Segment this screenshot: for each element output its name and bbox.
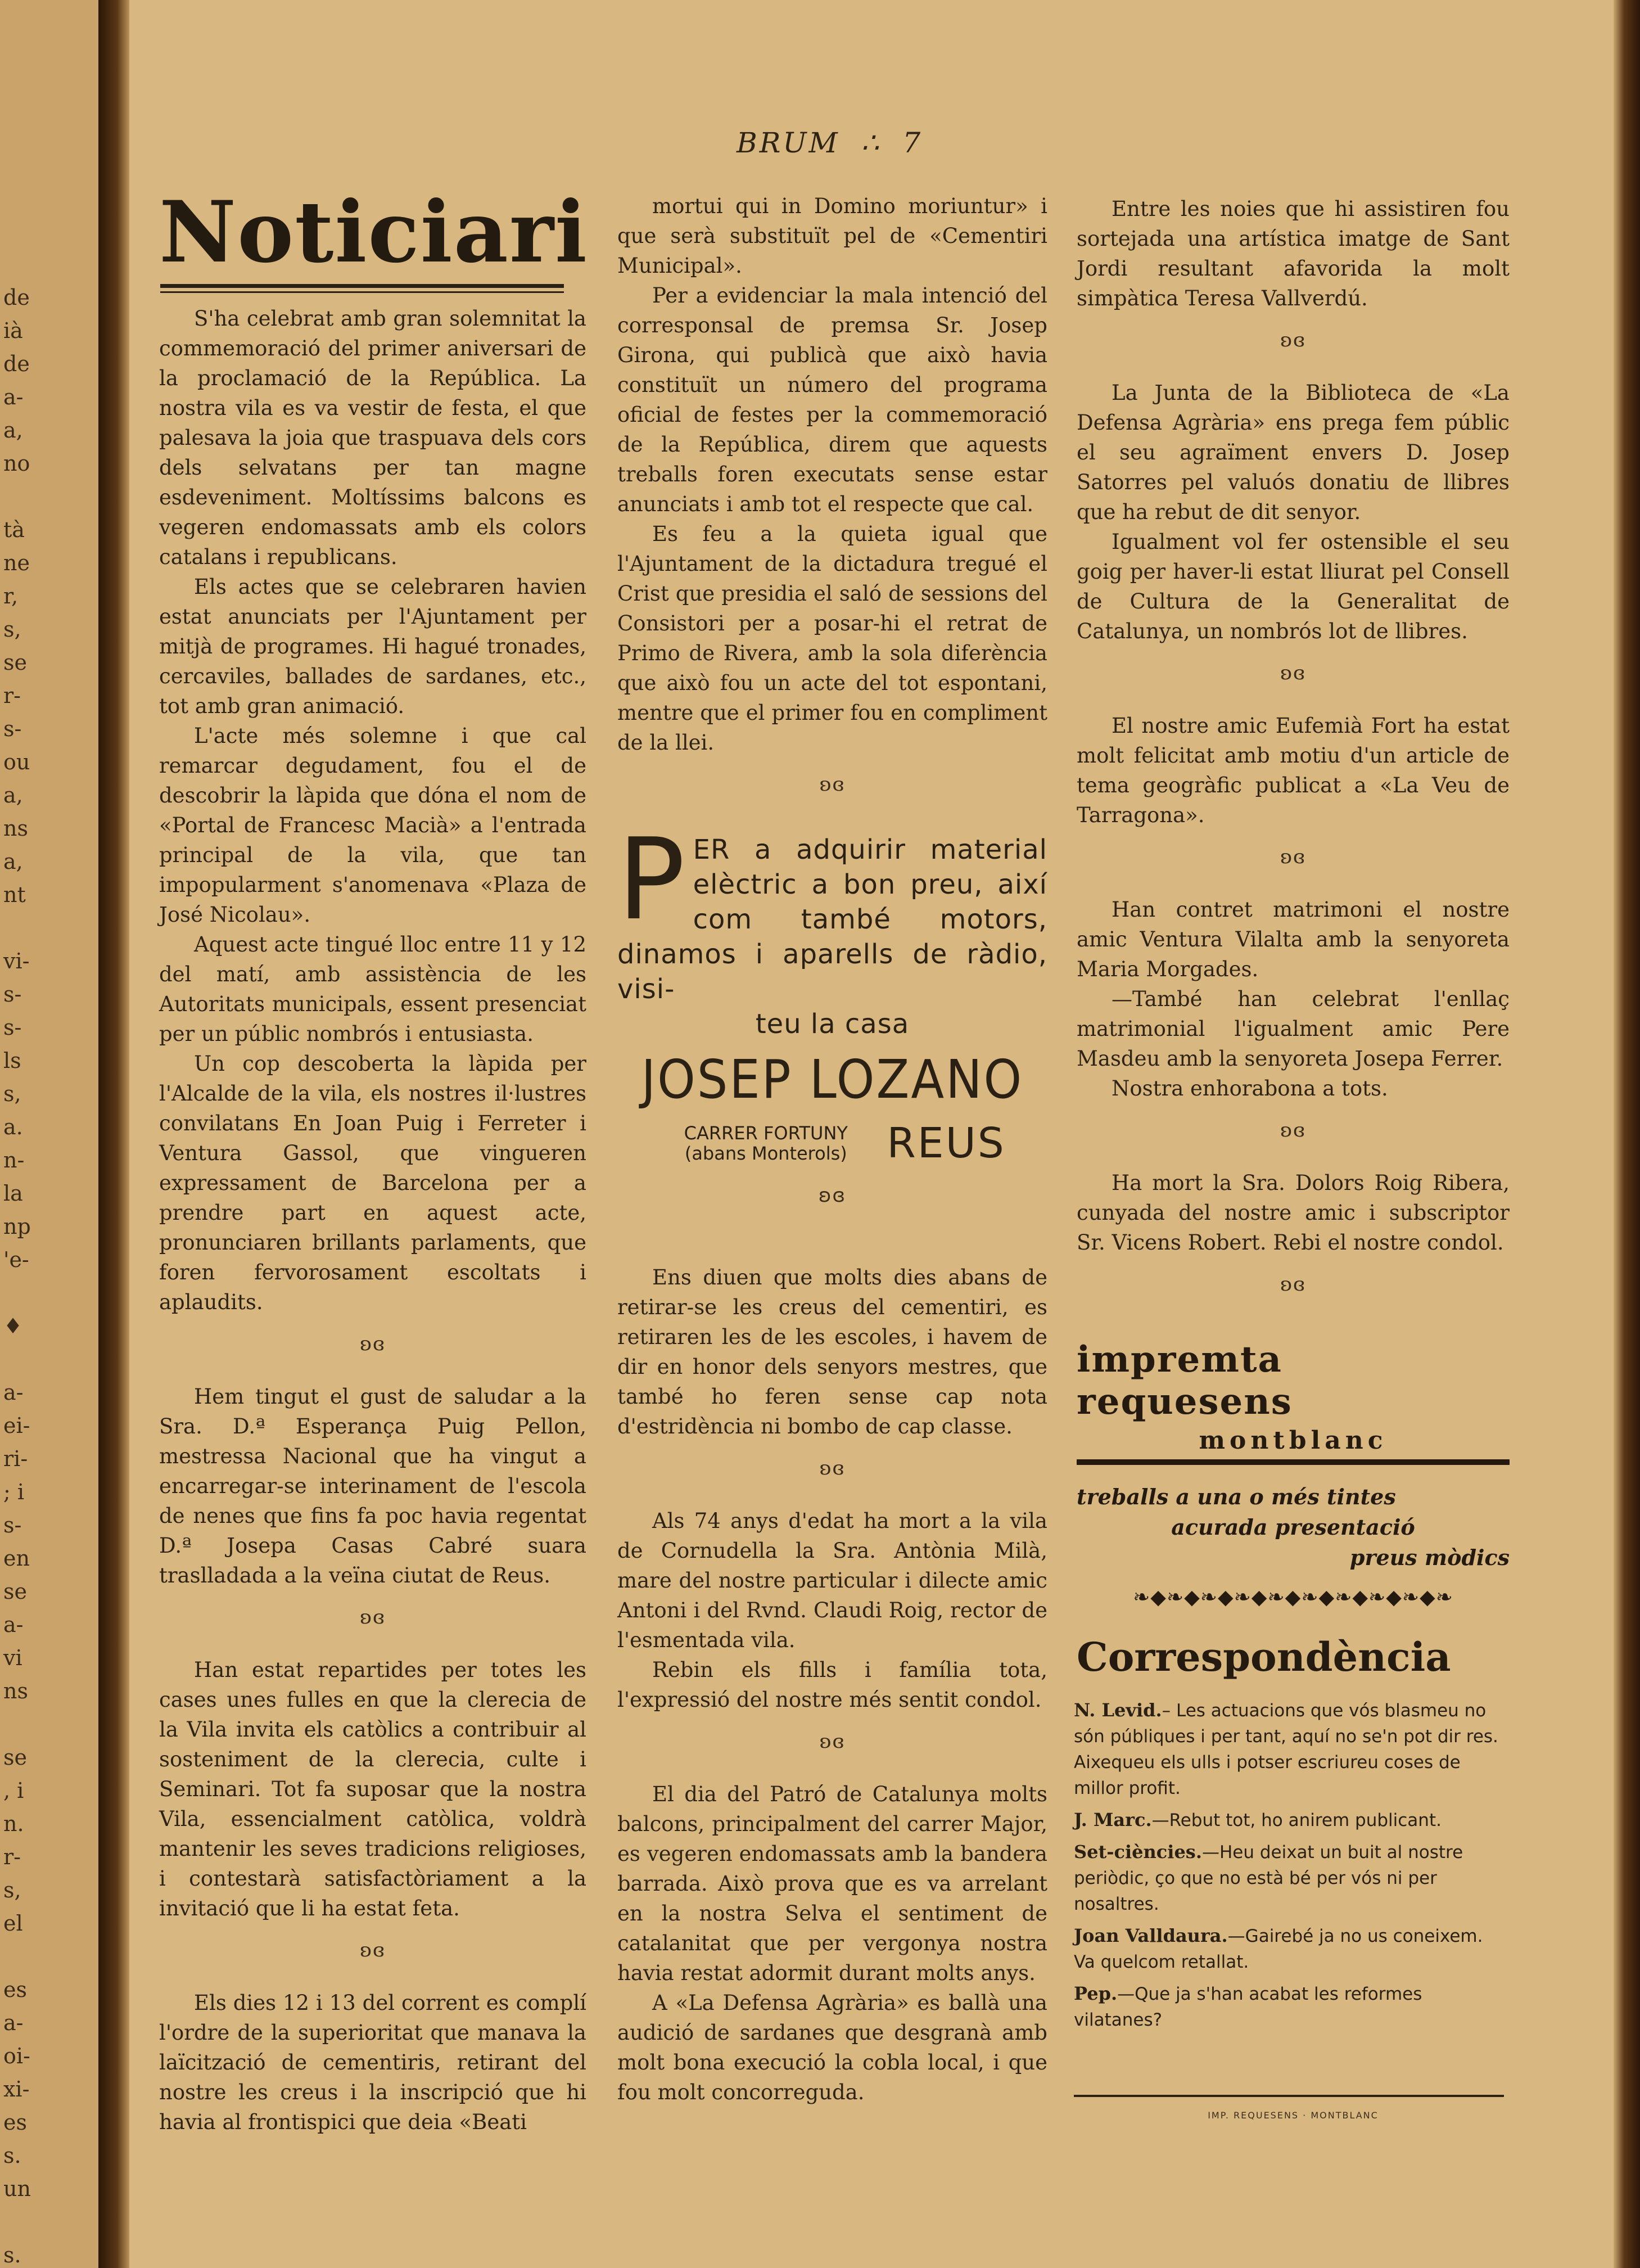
- ad-last-line: teu la casa: [755, 1008, 910, 1040]
- ad-body: ER a adquirir material elèctric a bon preu, així com també motors, dinamos i aparells de ràdio, visi-: [617, 834, 1047, 1005]
- previous-page-fragment: es: [3, 2110, 27, 2135]
- ornament: ʚɞ: [1280, 846, 1306, 868]
- paragraph: Han contret matrimoni el nostre amic Ventura Vilalta amb la senyoreta Maria Morgades.: [1077, 898, 1510, 981]
- previous-page-fragment: no: [3, 451, 30, 476]
- correspondence-entry: [1074, 1697, 1510, 1801]
- previous-page-fragment: ls: [3, 1048, 21, 1073]
- printer-imprint: IMP. REQUESENS · MONTBLANC: [1208, 2110, 1379, 2121]
- ad-city: REUS: [887, 1119, 1006, 1167]
- correspondence-entry: [1074, 1807, 1510, 1833]
- ornament: ʚɞ: [819, 1457, 846, 1480]
- correspondence-reply: —Que ja s'han acabat les reformes vilatanes?: [1074, 1984, 1422, 2030]
- running-header: [737, 127, 961, 159]
- printer-slogans: [1077, 1482, 1510, 1573]
- previous-page-fragment: la: [3, 1181, 23, 1206]
- paragraph: Els actes que se celebraren havien estat anunciats per l'Ajuntament per mitjà de programes. Hi hagué tronades, cercaviles, ballades de sardanes, etc., tot amb gran animació.: [159, 575, 586, 718]
- previous-page-fragment: [3, 1940, 93, 1973]
- paragraph: Nostra enhorabona a tots.: [1112, 1076, 1388, 1101]
- correspondence-reply: —Gairebé ja no us coneixem. Va quelcom retallat.: [1074, 1926, 1483, 1972]
- previous-page-fragment: s.: [3, 2243, 21, 2267]
- previous-page-fragment: ià: [3, 318, 23, 343]
- ornament: ʚɞ: [819, 773, 846, 796]
- previous-page-fragment: s,: [3, 1878, 21, 1902]
- previous-page-fragment: a-: [3, 1612, 24, 1637]
- paragraph: Aquest acte tingué lloc entre 11 y 12 del matí, amb assistència de les Autoritats municipals, essent presenciat per un públic nombrós i entusiasta.: [159, 932, 586, 1046]
- previous-page-fragment: np: [3, 1214, 31, 1239]
- correspondence-reply: —Heu deixat un buit al nostre periòdic, ço que no està bé per vós ni per nosaltres.: [1074, 1842, 1463, 1914]
- ad-address-row: [617, 1119, 1047, 1167]
- correspondence-reply: – Les actuacions que vós blasmeu no són públiques i per tant, aquí no se'n pot dir res. Aixequeu els ulls i potser escriureu coses de millor profit.: [1074, 1701, 1498, 1798]
- previous-page-fragment: ne: [3, 551, 30, 575]
- ornament: ʚɞ: [1280, 1273, 1306, 1296]
- ad-drop-cap: P: [617, 814, 685, 945]
- correspondence-recipient: N. Levid.: [1074, 1699, 1162, 1721]
- previous-page-fragment: r,: [3, 584, 19, 608]
- previous-page-fragment: es: [3, 1977, 27, 2002]
- previous-page-fragment: [3, 1343, 93, 1376]
- previous-page-fragment: vi: [3, 1645, 22, 1670]
- paragraph: L'acte més solemne i que cal remarcar degudament, fou el de descobrir la làpida que dóna el nom de «Portal de Francesc Macià» a l'entrada principal de la vila, que tan impopularment s'anomenava «Plaza de José Nicolau».: [159, 724, 586, 927]
- header-title: BRUM: [737, 127, 840, 159]
- column-1: [159, 304, 586, 2137]
- ornament: ʚɞ: [1280, 662, 1306, 684]
- previous-page-fragment: el: [3, 1911, 23, 1936]
- previous-page-fragment: un: [3, 2176, 31, 2201]
- title-rule: [160, 284, 564, 288]
- printer-slogan-2: acurada presentació: [1171, 1514, 1415, 1540]
- header-page-number: 7: [902, 127, 923, 159]
- previous-page-fragment: se: [3, 1745, 27, 1770]
- column-2-top: [617, 191, 1047, 822]
- previous-page-fragment: de: [3, 351, 30, 376]
- previous-page-fragment: se: [3, 650, 27, 675]
- ornament: ʚɞ: [818, 1184, 847, 1207]
- printer-rule: [1077, 1459, 1510, 1465]
- ornament: ʚɞ: [360, 1939, 386, 1962]
- correspondence-title: Correspondència: [1077, 1634, 1451, 1680]
- printer-slogan-3: preus mòdics: [1349, 1545, 1510, 1570]
- section-title: Noticiari: [159, 183, 588, 282]
- previous-page-fragment: nt: [3, 882, 26, 907]
- header-separator: ∴: [861, 127, 882, 159]
- correspondence-list: [1074, 1697, 1510, 2039]
- ornamental-divider: ❧◆❧◆❧◆❧◆❧◆❧◆❧◆❧◆❧◆❧: [1133, 1586, 1453, 1609]
- paragraph: El dia del Patró de Catalunya molts balcons, principalment del carrer Major, es vegeren endomassats amb la bandera barrada. Això prova que es va arrelant en la nostra Selva el sentiment de catalanitat que per vergonya nostra havia restat adormit durant molts anys.: [617, 1782, 1047, 1985]
- previous-page-fragment: ns: [3, 816, 28, 841]
- paragraph: Als 74 anys d'edat ha mort a la vila de Cornudella la Sra. Antònia Milà, mare del nostre particular i dilecte amic Antoni i del Rvnd. Claudi Roig, rector de l'esmentada vila.: [617, 1509, 1047, 1652]
- previous-page-fragment: a,: [3, 418, 23, 443]
- previous-page-fragment: , i: [3, 1778, 24, 1803]
- previous-page-fragment: ou: [3, 750, 30, 774]
- previous-page-fragment: tà: [3, 517, 25, 542]
- paragraph: Igualment vol fer ostensible el seu goig per haver-li estat lliurat pel Consell de Cultura de la Generalitat de Catalunya, un nombrós lot de llibres.: [1077, 530, 1510, 643]
- advertisement-lozano: [617, 814, 1047, 1207]
- previous-page-fragment: a-: [3, 2010, 24, 2035]
- ornament: ʚɞ: [1280, 1119, 1306, 1142]
- correspondence-entry: [1074, 1981, 1510, 2033]
- ornament: ʚɞ: [819, 1730, 846, 1753]
- ornament: ʚɞ: [1280, 329, 1306, 351]
- paragraph: mortui qui in Domino moriuntur» i que serà substituït pel de «Cementiri Municipal».: [617, 194, 1047, 278]
- paragraph: Per a evidenciar la mala intenció del corresponsal de premsa Sr. Josep Girona, qui publicà que això havia constituït un número del programa oficial de festes per la commemoració de la República, direm que aquests treballs foren executats sense estar anunciats i amb tot el respecte que cal.: [617, 283, 1047, 516]
- paragraph: S'ha celebrat amb gran solemnitat la commemoració del primer aniversari de la proclamació de la República. La nostra vila es va vestir de festa, el que palesava la joia que traspuava dels cors dels selvatans per tan magne esdeveniment. Moltíssims balcons es vegeren endomassats amb els colors catalans i republicans.: [159, 306, 586, 569]
- previous-page-fragment: ♦: [3, 1314, 23, 1338]
- paragraph: —També han celebrat l'enllaç matrimonial l'igualment amic Pere Masdeu amb la senyoreta Josepa Ferrer.: [1077, 987, 1510, 1071]
- previous-page-fragments: [3, 281, 93, 2268]
- previous-page-fragment: [3, 480, 93, 513]
- correspondence-recipient: Joan Valldaura.: [1074, 1925, 1228, 1946]
- ad-address: [659, 1123, 873, 1164]
- paragraph: Es feu a la quieta igual que l'Ajuntament de la dictadura tregué el Crist que presidia el saló de sessions del Consistori per a posar-hi el retrat de Primo de Rivera, amb la sola diferència que això fou un acte del tot espontani, mentre que el primer fou en compliment de la llei.: [617, 522, 1047, 755]
- previous-page-fragment: s-: [3, 1513, 22, 1537]
- paragraph: Entre les noies que hi assistiren fou sortejada una artística imatge de Sant Jordi resultant afavorida la molt simpàtica Teresa Vallverdú.: [1077, 197, 1510, 310]
- paragraph: Hem tingut el gust de saludar a la Sra. D.ª Esperança Puig Pellon, mestressa Nacional que ha vingut a encarregar-se interinament de l'escola de nenes que fins fa poc havia regentat D.ª Josepa Casas Cabré suara traslladada a la veïna ciutat de Reus.: [159, 1385, 586, 1588]
- correspondence-entry: [1074, 1923, 1510, 1975]
- previous-page-edge: [0, 0, 98, 2268]
- correspondence-recipient: Set-ciències.: [1074, 1841, 1202, 1863]
- paragraph: Ens diuen que molts dies abans de retirar-se les creus del cementiri, es retiraren les de les escoles, i havem de dir en honor dels senyors mestres, que també ho feren sense cap nota d'estridència ni bombo de cap classe.: [617, 1265, 1047, 1439]
- paragraph: Han estat repartides per totes les cases unes fulles en que la clerecia de la Vila invita els catòlics a contribuir al sosteniment de la clerecia, culte i Seminari. Tot fa suposar que la nostra Vila, essencialment catòlica, voldrà mantenir les seves tradicions religioses, i contestarà satisfactòriament a la invitació que li ha estat feta.: [159, 1658, 586, 1920]
- paragraph: A «La Defensa Agrària» es ballà una audició de sardanes que desgranà amb molt bona execució la cobla local, i que fou molt concorreguda.: [617, 1991, 1047, 2104]
- paragraph: Rebin els fills i família tota, l'expressió del nostre més sentit condol.: [617, 1658, 1047, 1712]
- previous-page-fragment: n.: [3, 1811, 24, 1836]
- book-gutter: [98, 0, 129, 2268]
- previous-page-fragment: s.: [3, 2143, 21, 2168]
- previous-page-fragment: r-: [3, 683, 21, 708]
- previous-page-fragment: de: [3, 285, 30, 310]
- correspondence-recipient: Pep.: [1074, 1983, 1118, 2004]
- previous-page-fragment: a-: [3, 385, 24, 409]
- ornament: ʚɞ: [360, 1333, 386, 1355]
- previous-page-fragment: s-: [3, 716, 22, 741]
- previous-page-fragment: s-: [3, 982, 22, 1007]
- ad-street: CARRER FORTUNY: [684, 1122, 848, 1144]
- previous-page-fragment: ns: [3, 1679, 28, 1703]
- previous-page-fragment: n-: [3, 1148, 25, 1173]
- previous-page-fragment: [3, 1708, 93, 1741]
- correspondence-entry: [1074, 1839, 1510, 1917]
- column-3: [1077, 194, 1510, 1322]
- previous-page-fragment: [3, 1277, 93, 1310]
- previous-page-fragment: ei-: [3, 1413, 30, 1438]
- ad-business-name: JOSEP LOZANO: [641, 1049, 1024, 1111]
- previous-page-fragment: xi-: [3, 2077, 30, 2102]
- column-2-bottom: [617, 1262, 1047, 2107]
- previous-page-fragment: [3, 912, 93, 945]
- previous-page-fragment: a,: [3, 849, 23, 874]
- previous-page-fragment: r-: [3, 1845, 21, 1869]
- previous-page-fragment: a-: [3, 1380, 24, 1405]
- previous-page-fragment: s-: [3, 1015, 22, 1040]
- previous-page-fragment: vi-: [3, 949, 30, 973]
- ornament: ʚɞ: [360, 1606, 386, 1629]
- title-rule-thin: [160, 291, 564, 293]
- printer-name: impremta requesens: [1077, 1338, 1293, 1423]
- previous-page-fragment: ri-: [3, 1446, 28, 1471]
- correspondence-rule: [1074, 2095, 1504, 2097]
- previous-page-fragment: a.: [3, 1115, 23, 1139]
- paragraph: Un cop descoberta la làpida per l'Alcalde de la vila, els nostres il·lustres convilatans En Joan Puig i Ferreter i Ventura Gassol, que vingueren expressament de Barcelona per a prendre part en aquest acte, pronunciaren brillants parlaments, que foren fervorosament escoltats i aplaudits.: [159, 1052, 586, 1314]
- paragraph: Ha mort la Sra. Dolors Roig Ribera, cunyada del nostre amic i subscriptor Sr. Vicens Robert. Rebi el nostre condol.: [1077, 1171, 1510, 1255]
- ad-street-note: (abans Monterols): [684, 1143, 847, 1164]
- printer-slogan-1: treballs a una o més tintes: [1077, 1484, 1396, 1509]
- previous-page-fragment: s,: [3, 1081, 21, 1106]
- paragraph: El nostre amic Eufemià Fort ha estat molt felicitat amb motiu d'un article de tema geogràfic publicat a «La Veu de Tarragona».: [1077, 714, 1510, 827]
- previous-page-fragment: a,: [3, 783, 23, 808]
- previous-page-fragment: en: [3, 1546, 30, 1571]
- printer-town: montblanc: [1199, 1426, 1388, 1455]
- previous-page-fragment: ; i: [3, 1480, 25, 1504]
- previous-page-fragment: oi-: [3, 2044, 30, 2068]
- paragraph: Els dies 12 i 13 del corrent es complí l'ordre de la superioritat que manava la laïcització de cementiris, retirant del nostre les creus i la inscripció que hi havia al frontispici que deia «Beati: [159, 1991, 586, 2134]
- page-right-edge: [1614, 0, 1640, 2268]
- previous-page-fragment: 'e-: [3, 1247, 29, 1272]
- paragraph: La Junta de la Biblioteca de «La Defensa Agrària» ens prega fem públic el seu agraïment envers D. Josep Satorres pel valuós donatiu de llibres que ha rebut de dit senyor.: [1077, 381, 1510, 524]
- correspondence-reply: —Rebut tot, ho anirem publicant.: [1151, 1810, 1442, 1830]
- printer-advertisement: [1077, 1338, 1510, 1573]
- previous-page-fragment: s,: [3, 617, 21, 642]
- correspondence-recipient: J. Marc.: [1074, 1809, 1152, 1830]
- previous-page-fragment: se: [3, 1579, 27, 1604]
- previous-page-fragment: [3, 2206, 93, 2239]
